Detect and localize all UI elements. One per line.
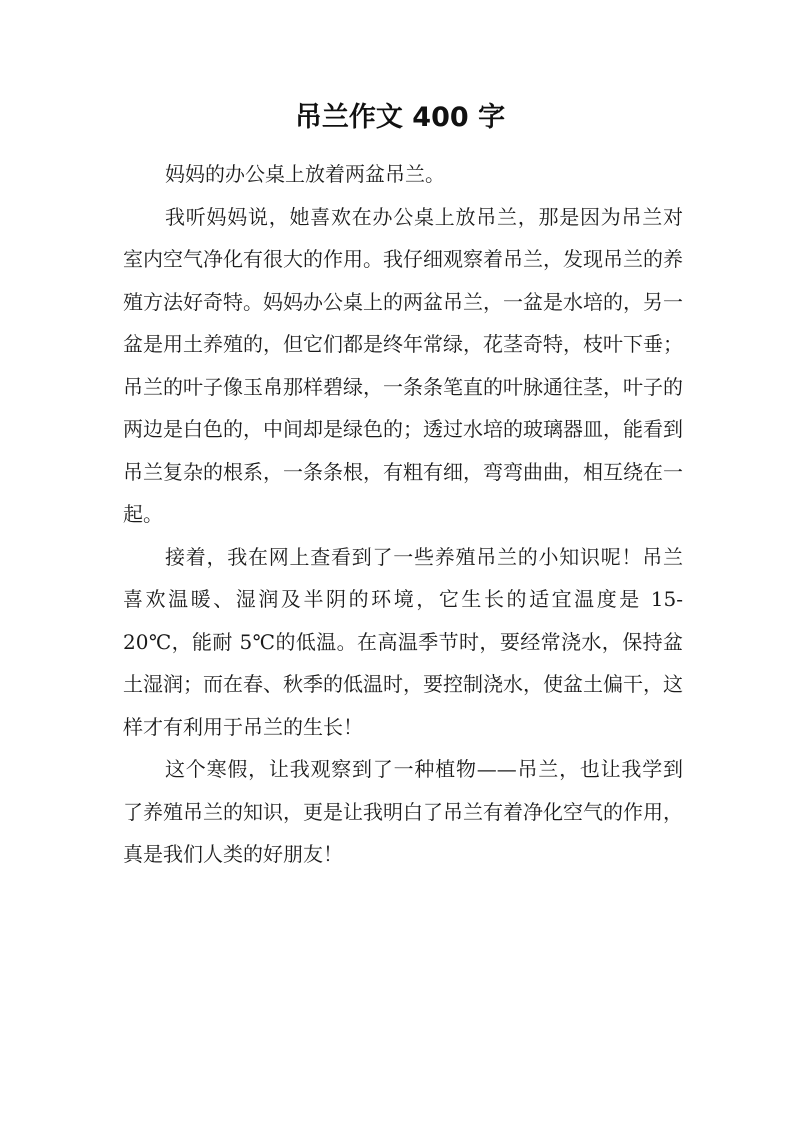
paragraph-2: 我听妈妈说，她喜欢在办公桌上放吊兰，那是因为吊兰对室内空气净化有很大的作用。我仔细观察着吊兰，发现吊兰的养殖方法好奇特。妈妈办公桌上的两盆吊兰，一盆是水培的，另一盆是用土养殖的，但它们都是终年常绿，花茎奇特，枝叶下垂；吊兰的叶子像玉帛那样碧绿，一条条笔直的叶脉通往茎，叶子的两边是白色的，中间却是绿色的；透过水培的玻璃器皿，能看到吊兰复杂的根系，一条条根，有粗有细，弯弯曲曲，相互绕在一起。 <box>123 204 683 526</box>
paragraph-3: 接着，我在网上查看到了一些养殖吊兰的小知识呢！吊兰喜欢温暖、湿润及半阴的环境，它生长的适宜温度是 15-20℃，能耐 5℃的低温。在高温季节时，要经常浇水，保持盆土湿润；而在春、秋季的低温时，要控制浇水，使盆土偏干，这样才有利用于吊兰的生长！ <box>123 544 683 739</box>
document-body <box>123 153 683 876</box>
document-title: 吊兰作文 400 字 <box>294 102 506 133</box>
paragraph-4: 这个寒假，让我观察到了一种植物——吊兰，也让我学到了养殖吊兰的知识，更是让我明白了吊兰有着净化空气的作用，真是我们人类的好朋友！ <box>123 757 683 866</box>
paragraph-1: 妈妈的办公桌上放着两盆吊兰。 <box>165 162 445 186</box>
